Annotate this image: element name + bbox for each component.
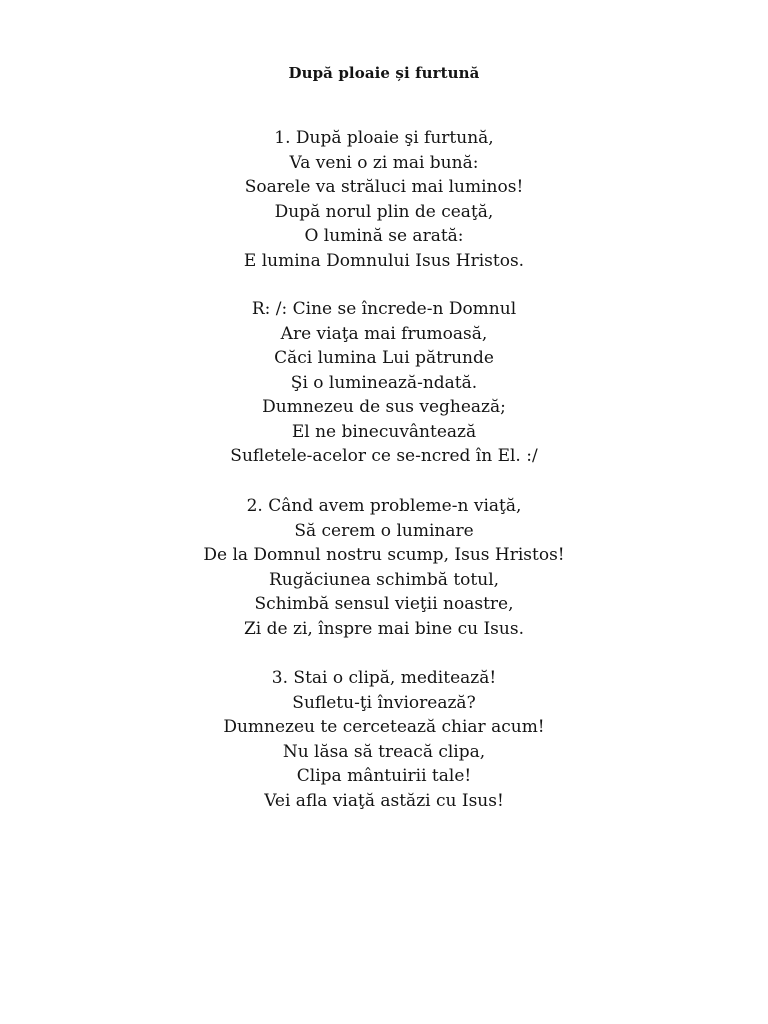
verse-line: Nu lăsa să treacă clipa, bbox=[282, 741, 486, 762]
verse-line: O lumină se arată: bbox=[304, 226, 464, 246]
refrain-line: Dumnezeu de sus veghează; bbox=[262, 397, 506, 417]
verse-line: Soarele va străluci mai luminos! bbox=[244, 177, 524, 197]
stanza-verse-2 bbox=[0, 494, 768, 641]
verse-line: Vei afla viaţă astăzi cu Isus! bbox=[264, 790, 504, 811]
verse-line: Schimbă sensul vieţii noastre, bbox=[254, 594, 514, 614]
verse-line: E lumina Domnului Isus Hristos. bbox=[243, 250, 525, 271]
verse-line: 1. După ploaie şi furtună, bbox=[274, 128, 494, 148]
document-title: După ploaie și furtună bbox=[288, 64, 480, 82]
verse-line: Sufletu-ţi înviorează? bbox=[292, 692, 476, 713]
refrain-line: Căci lumina Lui pătrunde bbox=[274, 348, 494, 368]
stanza-verse-3 bbox=[0, 666, 768, 813]
verse-line: Va veni o zi mai bună: bbox=[289, 152, 479, 173]
refrain-line: Şi o luminează-ndată. bbox=[290, 372, 478, 393]
verse-line: Zi de zi, înspre mai bine cu Isus. bbox=[243, 618, 524, 639]
refrain-line: R: /: Cine se încrede-n Domnul bbox=[251, 299, 517, 319]
verse-line: După norul plin de ceaţă, bbox=[274, 201, 494, 222]
verse-line: 3. Stai o clipă, meditează! bbox=[271, 668, 497, 688]
refrain-line: Are viaţa mai frumoasă, bbox=[280, 323, 488, 344]
verse-line: Rugăciunea schimbă totul, bbox=[268, 569, 500, 590]
verse-line: Dumnezeu te cercetează chiar acum! bbox=[223, 717, 545, 737]
refrain-line: Sufletele-acelor ce se-ncred în El. :/ bbox=[230, 446, 538, 466]
verse-line: Să cerem o luminare bbox=[294, 520, 474, 541]
verse-line: Clipa mântuirii tale! bbox=[296, 766, 472, 786]
verse-line: De la Domnul nostru scump, Isus Hristos! bbox=[203, 545, 565, 565]
refrain-line: El ne binecuvântează bbox=[291, 421, 477, 442]
stanza-verse-1 bbox=[0, 126, 768, 273]
stanza-refrain bbox=[0, 297, 768, 469]
verse-line: 2. Când avem probleme-n viaţă, bbox=[246, 496, 522, 516]
